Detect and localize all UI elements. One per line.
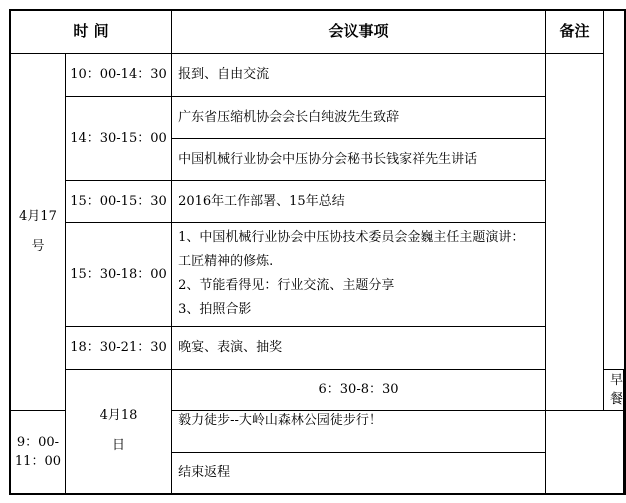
agenda-line: 工匠精神的修炼. [178, 254, 274, 269]
notes-day2 [624, 369, 626, 494]
notes-day1 [545, 53, 603, 410]
time-slot: 6：30-8：30 [172, 369, 546, 410]
agenda-line: 1、中国机械行业协会中压协技术委员会金巍主任主题演讲： [178, 230, 525, 245]
agenda-item: 报到、自由交流 [172, 53, 546, 96]
agenda-line: 2、节能看得见：行业交流、主题分享 [178, 278, 395, 293]
agenda-item-multiline [172, 222, 546, 326]
header-notes: 备注 [545, 10, 603, 53]
agenda-item: 毅力徒步--大岭山森林公园徒步行！ [172, 410, 546, 452]
date-day1: 4月17 号 [10, 53, 65, 410]
time-slot: 10：00-14：30 [65, 53, 171, 96]
time-slot: 9：00-11：00 [10, 410, 65, 494]
date-day2: 4月18 日 [65, 369, 171, 494]
agenda-item: 广东省压缩机协会会长白纯波先生致辞 [172, 96, 546, 138]
schedule-table [9, 9, 626, 495]
agenda-item: 中国机械行业协会中压协分会秘书长钱家祥先生讲话 [172, 138, 546, 180]
header-time: 时 间 [10, 10, 172, 53]
agenda-line: 3、拍照合影 [178, 302, 252, 317]
time-slot: 15：00-15：30 [65, 180, 171, 222]
agenda-item: 结束返程 [172, 452, 546, 494]
time-slot: 14：30-15：00 [65, 96, 171, 180]
agenda-item: 晚宴、表演、抽奖 [172, 326, 546, 369]
header-agenda: 会议事项 [172, 10, 546, 53]
time-slot: 15：30-18：00 [65, 222, 171, 326]
time-slot: 18：30-21：30 [65, 326, 171, 369]
agenda-item: 2016年工作部署、15年总结 [172, 180, 546, 222]
agenda-item: 早餐 [603, 369, 623, 410]
